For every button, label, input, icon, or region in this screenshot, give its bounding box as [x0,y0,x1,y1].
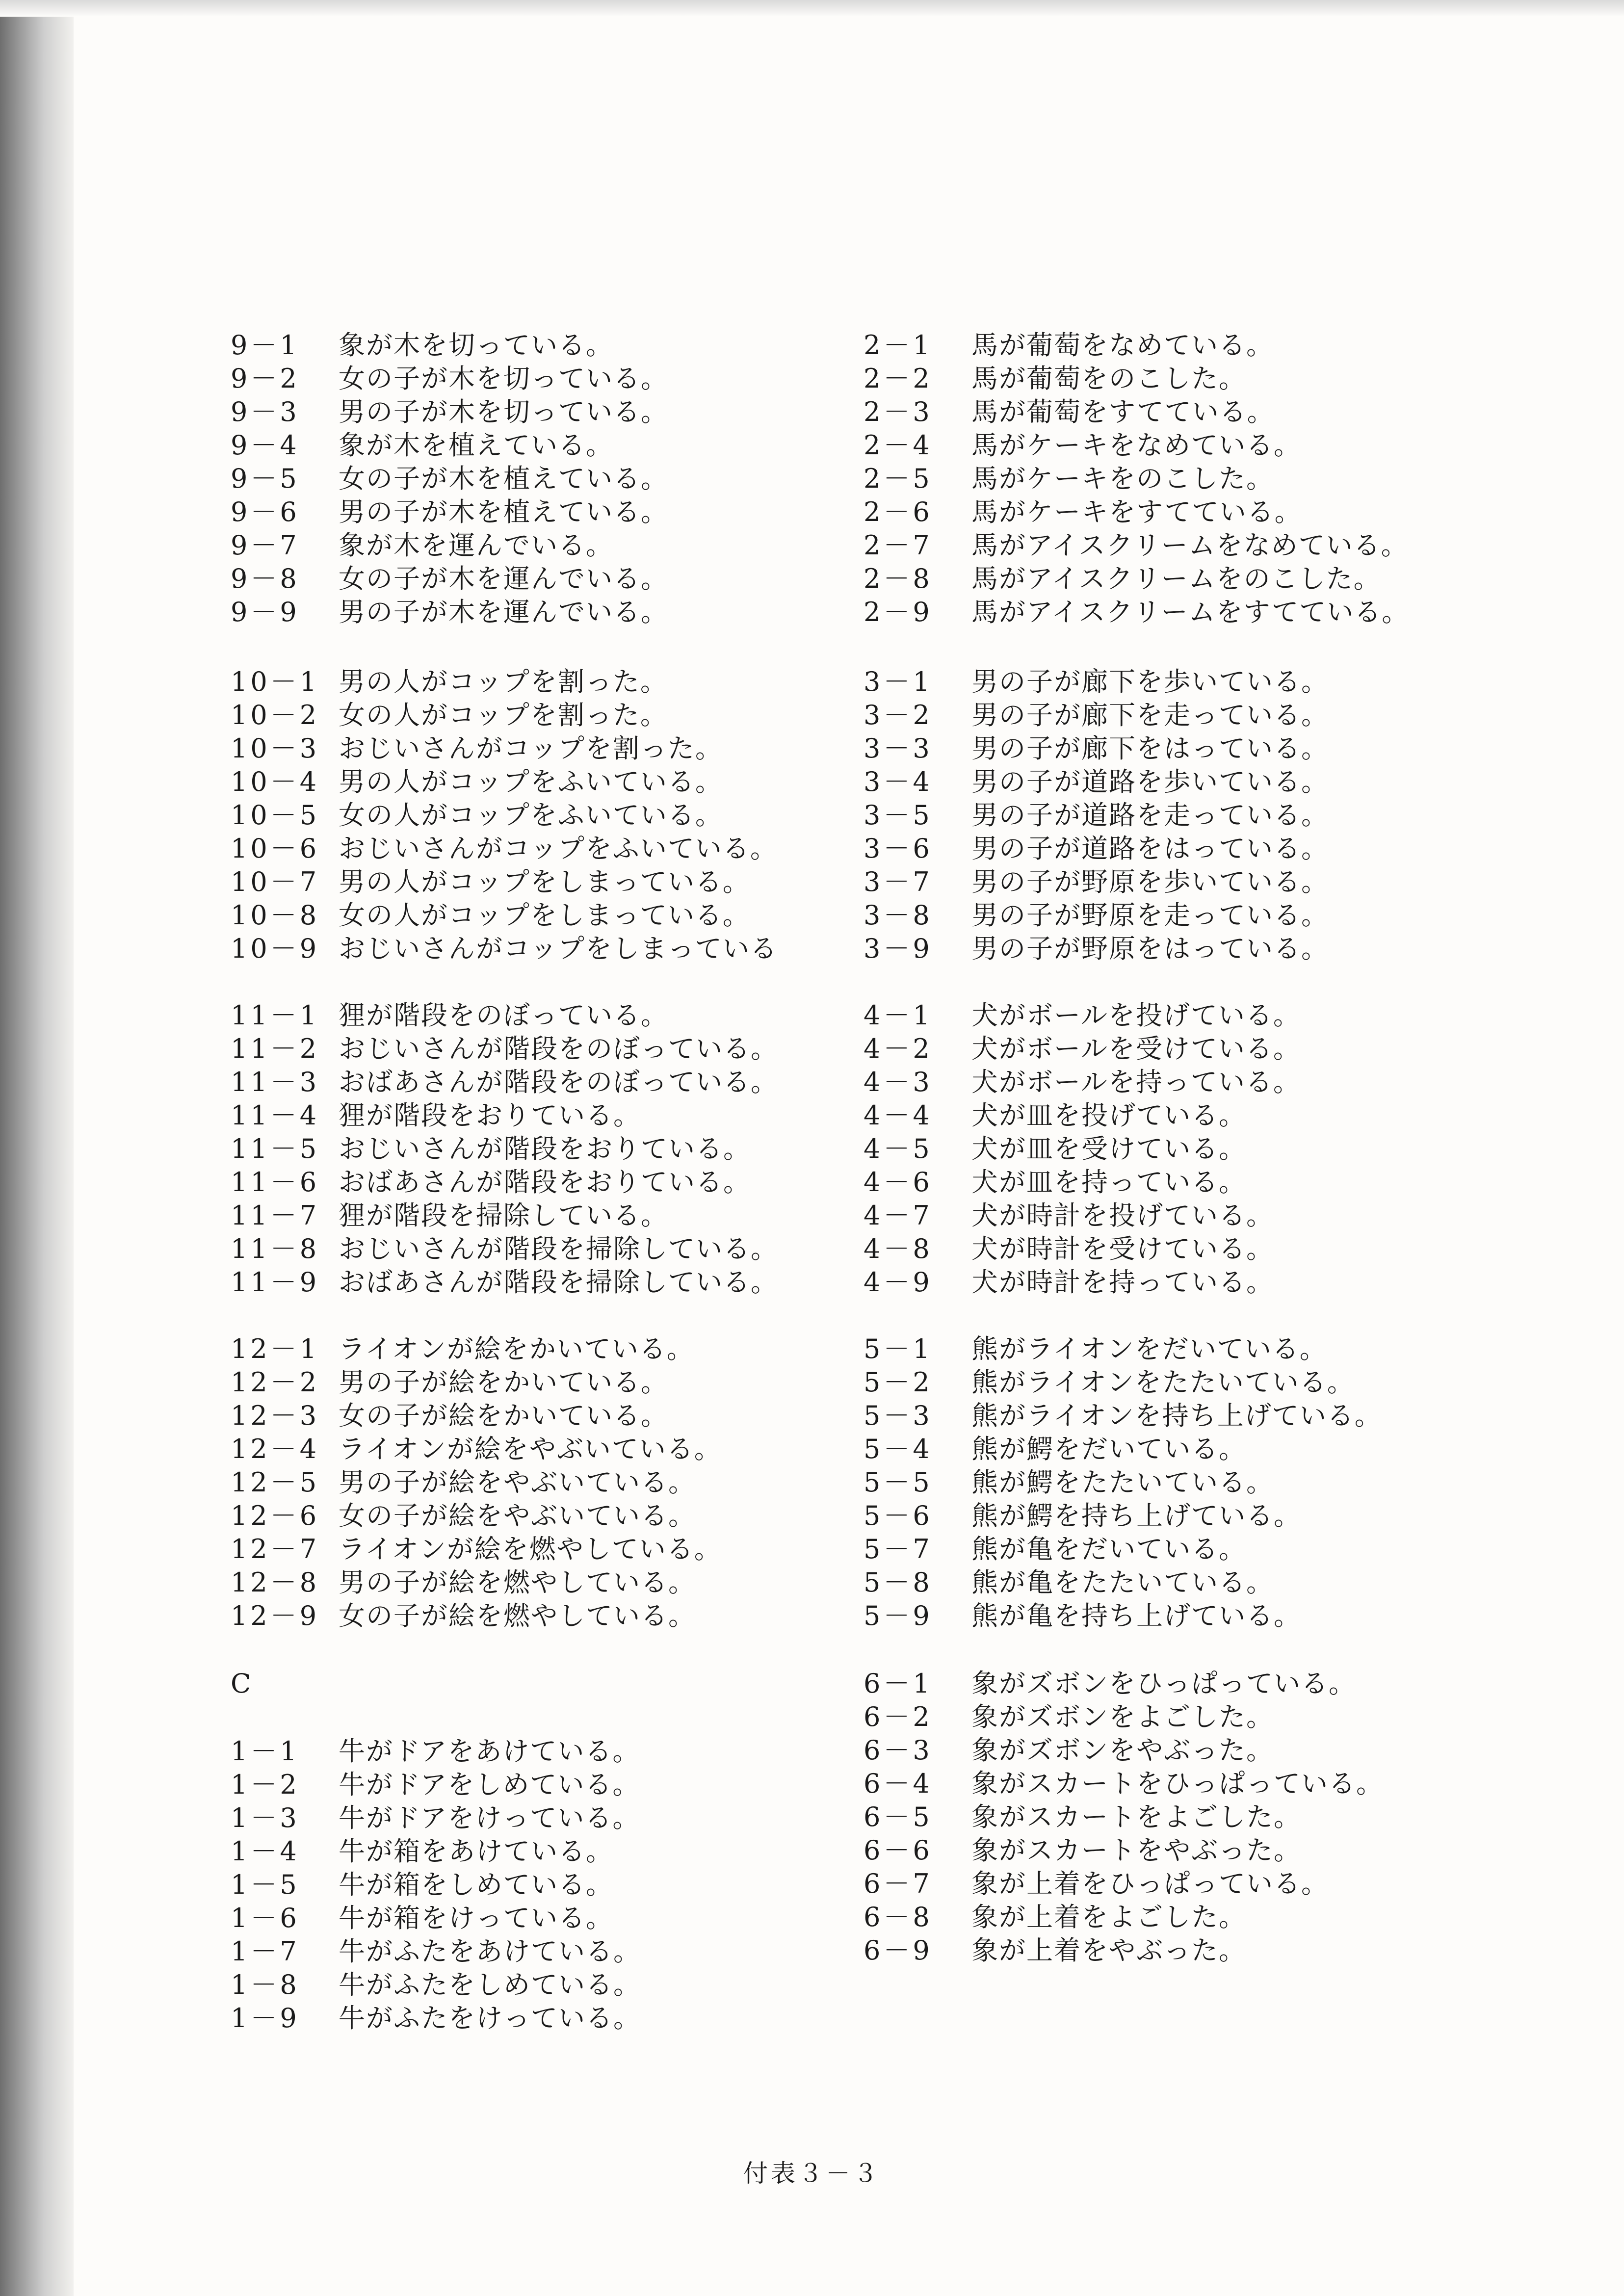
item-sentence: 象がズボンをよごした。 [971,1701,1274,1732]
item-sentence: 男の人がコップをふいている。 [339,766,723,797]
list-item [864,329,1599,362]
item-number: 5－2 [864,1367,933,1398]
list-item [864,562,1599,596]
item-sentence: 犬が時計を持っている。 [971,1267,1274,1298]
item-number: 10－7 [231,866,320,897]
item-number: 10－2 [231,700,320,731]
item-number: 6－5 [864,1801,933,1832]
item-number: 1－9 [231,2003,300,2034]
item-number: 3－1 [864,666,933,697]
list-item [231,1066,967,1099]
list-item [231,329,967,362]
list-item [231,1366,967,1399]
item-number: 11－1 [231,1000,320,1031]
item-number: 10－3 [231,733,320,764]
list-item [231,999,967,1032]
item-sentence: おばあさんが階段をおりている。 [339,1167,751,1198]
item-sentence: 女の子が絵をかいている。 [339,1400,668,1431]
item-number: 4－4 [864,1100,933,1131]
list-item [231,496,967,529]
item-sentence: 馬が葡萄をなめている。 [971,330,1274,361]
item-sentence: 牛がドアをあけている。 [339,1736,640,1767]
list-item [231,1266,967,1299]
page-footer-label: 付表３－３ [743,2159,881,2188]
list-item [864,899,1599,932]
item-sentence: 男の子が廊下を歩いている。 [971,666,1329,697]
sentence-group-12 [231,1332,967,1633]
item-number: 4－7 [864,1200,933,1231]
sentence-group-3 [864,665,1599,965]
item-number: 9－9 [231,597,300,627]
list-item [231,462,967,496]
item-number: 2－4 [864,430,933,461]
item-sentence: ライオンが絵をやぶいている。 [339,1434,722,1464]
item-sentence: 男の子が道路を走っている。 [971,800,1329,831]
list-item [231,765,967,799]
item-number: 4－1 [864,1000,933,1031]
item-sentence: おじいさんが階段をおりている。 [339,1133,751,1164]
item-number: 10－1 [231,666,320,697]
list-item [231,1902,967,1935]
list-item [231,732,967,765]
list-item [231,429,967,462]
list-item [231,529,967,562]
item-sentence: 熊が亀を持ち上げている。 [971,1600,1301,1631]
list-item [231,899,967,932]
book-spine-shadow [0,0,74,2296]
item-sentence: 象が木を植えている。 [339,430,613,461]
item-number: 10－5 [231,800,320,831]
list-item [231,2002,967,2035]
list-item [864,1867,1599,1901]
list-item [231,395,967,429]
item-sentence: 女の人がコップをふいている。 [339,800,723,831]
item-number: 2－8 [864,563,933,594]
item-number: 12－1 [231,1333,320,1364]
list-item [864,932,1599,965]
item-sentence: ライオンが絵をかいている。 [339,1333,694,1364]
list-item [231,865,967,899]
item-number: 3－3 [864,733,933,764]
item-number: 6－8 [864,1902,933,1932]
item-sentence: 牛がふたをあけている。 [339,1936,641,1967]
list-item [864,1767,1599,1800]
item-number: 12－4 [231,1434,320,1464]
list-item [231,1132,967,1166]
item-sentence: 犬が皿を投げている。 [971,1100,1246,1131]
item-sentence: 犬がボールを投げている。 [971,1000,1301,1031]
item-number: 3－2 [864,700,933,731]
list-item [864,1499,1599,1533]
item-sentence: 馬がアイスクリームをのこした。 [971,563,1381,594]
item-number: 9－4 [231,430,300,461]
list-item [231,1599,967,1633]
list-item [864,1166,1599,1199]
sentence-group-6 [864,1667,1599,1967]
list-item [864,1901,1599,1934]
item-number: 5－9 [864,1600,933,1631]
list-item [864,496,1599,529]
item-sentence: 狸が階段をおりている。 [339,1100,641,1131]
item-number: 1－1 [231,1736,300,1767]
item-sentence: 馬がアイスクリームをなめている。 [971,530,1409,561]
item-sentence: 男の子が絵をかいている。 [339,1367,668,1398]
item-sentence: 馬がケーキをなめている。 [971,430,1301,461]
list-item [231,1399,967,1433]
sentence-group-2 [864,329,1599,629]
item-sentence: 牛が箱をしめている。 [339,1869,613,1900]
item-number: 4－8 [864,1233,933,1264]
item-number: 4－3 [864,1067,933,1097]
list-item [231,1032,967,1066]
item-sentence: 牛がドアをけっている。 [339,1802,640,1833]
list-item [231,799,967,832]
item-number: 6－6 [864,1835,933,1866]
item-sentence: 象がズボンをやぶった。 [971,1735,1274,1766]
item-sentence: 女の人がコップをしまっている。 [339,900,750,931]
item-sentence: 男の子が絵をやぶいている。 [339,1467,696,1498]
list-item [864,1032,1599,1066]
list-item [231,1332,967,1366]
item-number: 11－9 [231,1267,320,1298]
item-sentence: 牛が箱をけっている。 [339,1903,613,1933]
list-item [231,1099,967,1132]
item-sentence: おじいさんがコップをしまっている [339,933,778,964]
item-number: 2－7 [864,530,933,561]
item-sentence: 男の子が道路をはっている。 [971,833,1329,864]
item-sentence: 熊が鰐をだいている。 [971,1434,1246,1464]
item-sentence: 女の子が絵をやぶいている。 [339,1500,696,1531]
item-sentence: 女の子が木を切っている。 [339,363,668,394]
list-item [864,1332,1599,1366]
item-sentence: 犬が皿を持っている。 [971,1167,1246,1198]
list-item [864,799,1599,832]
list-item [864,1266,1599,1299]
item-sentence: 男の子が木を植えている。 [339,496,668,527]
item-number: 12－8 [231,1567,320,1598]
item-number: 9－6 [231,496,300,527]
item-sentence: 男の人がコップをしまっている。 [339,866,750,897]
list-item [231,1199,967,1232]
item-sentence: 熊がライオンを持ち上げている。 [971,1400,1382,1431]
list-item [231,1835,967,1868]
item-number: 10－6 [231,833,320,864]
list-item [864,1199,1599,1232]
item-sentence: 象が木を運んでいる。 [339,530,613,561]
item-sentence: おじいさんが階段をのぼっている。 [339,1033,778,1064]
list-item [231,932,967,965]
list-item [231,699,967,732]
item-sentence: 馬がケーキをすてている。 [971,496,1302,527]
item-number: 1－8 [231,1969,300,2000]
item-sentence: 男の子が廊下を走っている。 [971,700,1329,731]
item-sentence: 象がスカートをやぶった。 [971,1835,1301,1866]
list-item [231,1768,967,1801]
item-sentence: 牛がふたをけっている。 [339,2003,641,2034]
sentence-group-10 [231,665,967,965]
item-number: 12－6 [231,1500,320,1531]
item-number: 11－8 [231,1233,320,1264]
list-item [864,1066,1599,1099]
item-sentence: 象が上着をやぶった。 [971,1935,1246,1966]
list-item [864,1132,1599,1166]
item-sentence: 男の子が木を切っている。 [339,396,668,427]
item-sentence: 男の子が道路を歩いている。 [971,766,1329,797]
item-sentence: おばあさんが階段を掃除している。 [339,1267,778,1298]
list-item [864,429,1599,462]
item-number: 9－8 [231,563,300,594]
item-sentence: 熊がライオンをたたいている。 [971,1367,1355,1398]
item-number: 12－9 [231,1600,320,1631]
item-number: 11－6 [231,1167,320,1198]
list-item [864,665,1599,699]
item-number: 11－2 [231,1033,320,1064]
list-item [864,362,1599,395]
item-number: 2－6 [864,496,933,527]
item-sentence: 男の子が木を運んでいる。 [339,597,668,627]
list-item [864,462,1599,496]
item-number: 3－4 [864,766,933,797]
sentence-group-c1 [231,1735,967,2035]
item-sentence: おじいさんが階段を掃除している。 [339,1233,778,1264]
item-sentence: 犬が皿を受けている。 [971,1133,1246,1164]
item-number: 6－9 [864,1935,933,1966]
item-sentence: 牛がドアをしめている。 [339,1769,640,1800]
item-number: 9－3 [231,396,300,427]
item-number: 11－4 [231,1100,320,1131]
list-item [864,1599,1599,1633]
item-sentence: 馬がアイスクリームをすてている。 [971,597,1410,627]
item-number: 9－1 [231,330,300,361]
item-number: 5－6 [864,1500,933,1531]
item-sentence: 馬が葡萄をすてている。 [971,396,1275,427]
list-item [864,1232,1599,1266]
item-number: 12－3 [231,1400,320,1431]
item-number: 12－2 [231,1367,320,1398]
list-item [864,1934,1599,1967]
item-number: 11－5 [231,1133,320,1164]
item-sentence: 女の子が木を運んでいる。 [339,563,668,594]
item-sentence: 馬がケーキをのこした。 [971,463,1274,494]
item-number: 4－6 [864,1167,933,1198]
item-sentence: 犬がボールを受けている。 [971,1033,1301,1064]
list-item [231,832,967,865]
item-sentence: 象が木を切っている。 [339,330,613,361]
list-item [864,1433,1599,1466]
item-sentence: 熊が鰐を持ち上げている。 [971,1500,1301,1531]
list-item [864,1566,1599,1599]
list-item [864,1667,1599,1700]
list-item [864,732,1599,765]
item-sentence: 象が上着をひっぱっている。 [971,1868,1329,1899]
item-number: 5－5 [864,1467,933,1498]
list-item [864,1533,1599,1566]
item-number: 2－5 [864,463,933,494]
item-sentence: 馬が葡萄をのこした。 [971,363,1246,394]
item-sentence: 犬がボールを持っている。 [971,1067,1301,1097]
item-number: 9－7 [231,530,300,561]
item-number: 6－2 [864,1701,933,1732]
item-number: 3－6 [864,833,933,864]
list-item [864,1099,1599,1132]
item-sentence: 牛が箱をあけている。 [339,1836,613,1867]
item-number: 2－1 [864,330,933,361]
item-number: 9－5 [231,463,300,494]
list-item [231,562,967,596]
item-sentence: おばあさんが階段をのぼっている。 [339,1067,778,1097]
list-item [864,1466,1599,1499]
list-item [864,529,1599,562]
list-item [864,699,1599,732]
item-number: 12－5 [231,1467,320,1498]
list-item [231,1433,967,1466]
item-sentence: 狸が階段を掃除している。 [339,1200,668,1231]
sentence-group-4 [864,999,1599,1299]
list-item [231,1735,967,1768]
item-sentence: 男の子が野原を歩いている。 [971,866,1329,897]
list-item [231,1166,967,1199]
item-number: 2－3 [864,396,933,427]
item-number: 5－8 [864,1567,933,1598]
item-number: 6－1 [864,1668,933,1699]
item-sentence: 男の子が絵を燃やしている。 [339,1567,696,1598]
item-number: 3－5 [864,800,933,831]
list-item [231,596,967,629]
sentence-group-11 [231,999,967,1299]
list-item [231,1499,967,1533]
item-number: 3－8 [864,900,933,931]
item-number: 1－4 [231,1836,300,1867]
list-item [231,1533,967,1566]
list-item [231,362,967,395]
list-item [231,1232,967,1266]
item-number: 9－2 [231,363,300,394]
list-item [864,395,1599,429]
list-item [864,1399,1599,1433]
item-number: 2－2 [864,363,933,394]
item-sentence: 男の人がコップを割った。 [339,666,668,697]
item-number: 4－9 [864,1267,933,1298]
item-sentence: 男の子が野原を走っている。 [971,900,1329,931]
list-item [864,1834,1599,1867]
item-number: 6－4 [864,1768,933,1799]
item-number: 6－3 [864,1735,933,1766]
item-sentence: 熊がライオンをだいている。 [971,1333,1327,1364]
item-number: 12－7 [231,1534,320,1565]
item-number: 4－5 [864,1133,933,1164]
list-item [864,1700,1599,1734]
item-number: 3－9 [864,933,933,964]
item-number: 2－9 [864,597,933,627]
item-sentence: おじいさんがコップをふいている。 [339,833,778,864]
item-number: 1－3 [231,1802,300,1833]
item-sentence: 牛がふたをしめている。 [339,1969,641,2000]
list-item [864,1366,1599,1399]
item-sentence: 象が上着をよごした。 [971,1902,1246,1932]
item-sentence: 女の子が絵を燃やしている。 [339,1600,696,1631]
list-item [864,832,1599,865]
item-sentence: 象がズボンをひっぱっている。 [971,1668,1356,1699]
item-sentence: 熊が亀をたたいている。 [971,1567,1274,1598]
list-item [231,1935,967,1968]
item-sentence: 熊が亀をだいている。 [971,1534,1246,1565]
item-number: 6－7 [864,1868,933,1899]
item-number: 11－3 [231,1067,320,1097]
item-number: 1－2 [231,1769,300,1800]
item-sentence: 女の人がコップを割った。 [339,700,668,731]
sentence-group-9 [231,329,967,629]
item-number: 10－8 [231,900,320,931]
item-sentence: ライオンが絵を燃やしている。 [339,1534,722,1565]
item-number: 10－4 [231,766,320,797]
item-number: 11－7 [231,1200,320,1231]
item-sentence: 熊が鰐をたたいている。 [971,1467,1274,1498]
list-item [231,665,967,699]
item-number: 5－1 [864,1333,933,1364]
item-number: 1－5 [231,1869,300,1900]
list-item [864,596,1599,629]
item-sentence: 象がスカートをよごした。 [971,1801,1301,1832]
list-item [231,1466,967,1499]
sentence-group-5 [864,1332,1599,1633]
item-number: 10－9 [231,933,320,964]
item-number: 5－7 [864,1534,933,1565]
item-sentence: 狸が階段をのぼっている。 [339,1000,668,1031]
item-sentence: 女の子が木を植えている。 [339,463,668,494]
item-number: 5－4 [864,1434,933,1464]
top-edge-shadow [0,0,1624,17]
item-sentence: おじいさんがコップを割った。 [339,733,723,764]
list-item [864,865,1599,899]
list-item [864,765,1599,799]
list-item [231,1801,967,1835]
item-sentence: 犬が時計を投げている。 [971,1200,1274,1231]
item-number: 1－7 [231,1936,300,1967]
list-item [864,999,1599,1032]
section-c-label: C [231,1668,251,1699]
item-number: 1－6 [231,1903,300,1933]
list-item [864,1800,1599,1834]
item-sentence: 象がスカートをひっぱっている。 [971,1768,1384,1799]
list-item [864,1734,1599,1767]
list-item [231,1968,967,2002]
list-item [231,1868,967,1902]
item-sentence: 男の子が野原をはっている。 [971,933,1329,964]
item-sentence: 男の子が廊下をはっている。 [971,733,1329,764]
item-sentence: 犬が時計を受けている。 [971,1233,1274,1264]
item-number: 5－3 [864,1400,933,1431]
list-item [231,1566,967,1599]
item-number: 3－7 [864,866,933,897]
item-number: 4－2 [864,1033,933,1064]
